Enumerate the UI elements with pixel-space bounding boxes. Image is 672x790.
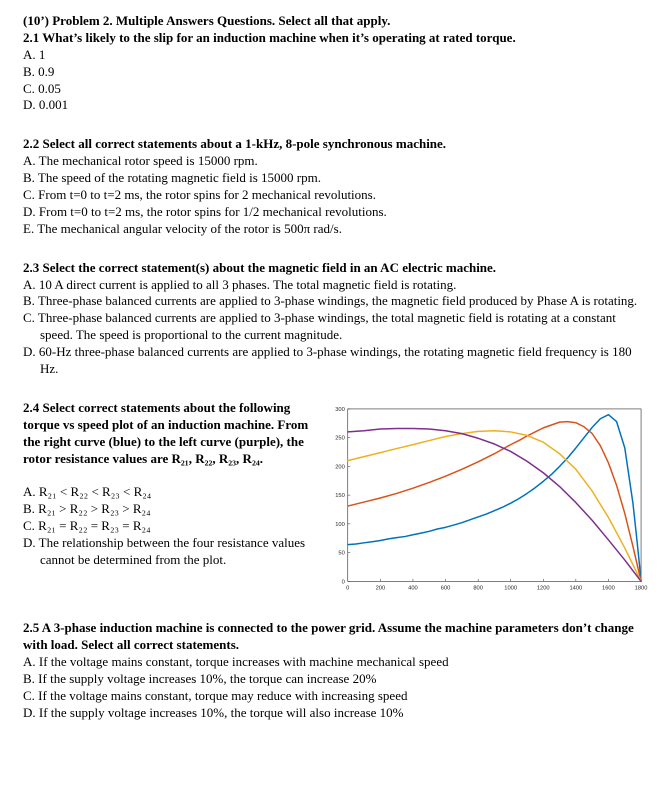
x-tick-label: 1800 bbox=[634, 585, 648, 592]
question-2-2-heading: 2.2 Select all correct statements about a 1-kHz, 8-pole synchronous machine. bbox=[23, 136, 447, 152]
answer-option: A. The mechanical rotor speed is 15000 rpm. bbox=[23, 153, 258, 169]
answer-option: A. 1 bbox=[23, 46, 46, 62]
x-tick-label: 1000 bbox=[504, 585, 518, 592]
x-tick-label: 200 bbox=[375, 585, 386, 592]
question-2-4-options bbox=[23, 484, 313, 568]
torque-speed-chart bbox=[321, 402, 648, 598]
question-2-3-heading: 2.3 Select the correct statement(s) about the magnetic field in an AC electric machine. bbox=[23, 259, 497, 275]
x-tick-label: 600 bbox=[440, 585, 451, 592]
question-2-5 bbox=[23, 620, 648, 721]
question-2-3-options bbox=[23, 277, 648, 378]
answer-option: B. The speed of the rotating magnetic field is 15000 rpm. bbox=[23, 170, 321, 186]
answer-option: B. Three-phase balanced currents are applied to 3-phase windings, the magnetic field produced by Phase A is rotating. bbox=[23, 293, 638, 309]
y-tick-label: 0 bbox=[341, 579, 345, 586]
y-tick-label: 200 bbox=[335, 464, 345, 471]
answer-option: A. R₂₁ < R₂₂ < R₂₃ < R₂₄ bbox=[23, 484, 152, 500]
problem-title: (10’) Problem 2. Multiple Answers Questions. Select all that apply. bbox=[23, 13, 391, 28]
answer-option: C. R₂₁ = R₂₂ = R₂₃ = R₂₄ bbox=[23, 518, 151, 534]
answer-option: C. If the voltage mains constant, torque may reduce with increasing speed bbox=[23, 687, 408, 703]
y-tick-label: 300 bbox=[335, 406, 345, 413]
question-2-5-options bbox=[23, 654, 648, 722]
answer-option: B. If the supply voltage increases 10%, the torque can increase 20% bbox=[23, 670, 377, 686]
question-2-1-heading: 2.1 What’s likely to the slip for an induction machine when it’s operating at rated torque. bbox=[23, 29, 516, 45]
question-2-4-text-column bbox=[23, 400, 313, 569]
question-2-4 bbox=[23, 400, 648, 598]
question-2-1 bbox=[23, 30, 648, 114]
y-tick-label: 50 bbox=[338, 550, 345, 557]
x-tick-label: 0 bbox=[346, 585, 350, 592]
answer-option: D. If the supply voltage increases 10%, the torque will also increase 10% bbox=[23, 704, 404, 720]
answer-option: D. 60-Hz three-phase balanced currents are applied to 3-phase windings, the rotating magnetic field frequency is 180 Hz. bbox=[23, 344, 632, 377]
answer-option: E. The mechanical angular velocity of the rotor is 500π rad/s. bbox=[23, 220, 342, 236]
answer-option: D. The relationship between the four resistance values cannot be determined from the plot. bbox=[23, 535, 306, 568]
answer-option: C. From t=0 to t=2 ms, the rotor spins for 2 mechanical revolutions. bbox=[23, 187, 376, 203]
x-tick-label: 1600 bbox=[602, 585, 615, 592]
answer-option: D. From t=0 to t=2 ms, the rotor spins for 1/2 mechanical revolutions. bbox=[23, 203, 387, 219]
question-2-5-heading: 2.5 A 3-phase induction machine is connected to the power grid. Assume the machine parameters don’t change with load. Select all correct statements. bbox=[23, 620, 634, 652]
x-tick-label: 800 bbox=[473, 585, 483, 592]
x-tick-label: 1400 bbox=[569, 585, 583, 592]
answer-option: B. 0.9 bbox=[23, 63, 55, 79]
answer-option: B. R₂₁ > R₂₂ > R₂₃ > R₂₄ bbox=[23, 501, 151, 517]
answer-option: C. Three-phase balanced currents are applied to 3-phase windings, the total magnetic field is rotating at a constant speed. The speed is proportional to the current magnitude. bbox=[23, 310, 616, 343]
answer-option: C. 0.05 bbox=[23, 80, 61, 96]
torque-speed-figure bbox=[313, 402, 648, 598]
y-tick-label: 250 bbox=[335, 435, 345, 442]
x-tick-label: 400 bbox=[408, 585, 418, 592]
answer-option: A. If the voltage mains constant, torque increases with machine mechanical speed bbox=[23, 653, 449, 669]
answer-option: A. 10 A direct current is applied to all 3 phases. The total magnetic field is rotating. bbox=[23, 276, 457, 292]
x-tick-label: 1200 bbox=[536, 585, 550, 592]
question-2-4-heading: 2.4 Select correct statements about the following torque vs speed plot of an induction machine. From the right curve (blue) to the left curve (purple), the rotor resistance values are R₂₁, R₂₂, R₂₃, R₂₄. bbox=[23, 399, 309, 466]
y-tick-label: 150 bbox=[335, 493, 345, 500]
question-2-2-options bbox=[23, 153, 648, 237]
answer-option: D. 0.001 bbox=[23, 97, 69, 113]
question-2-2 bbox=[23, 136, 648, 237]
question-2-3 bbox=[23, 260, 648, 378]
question-2-1-options bbox=[23, 47, 648, 115]
y-tick-label: 100 bbox=[335, 521, 345, 528]
